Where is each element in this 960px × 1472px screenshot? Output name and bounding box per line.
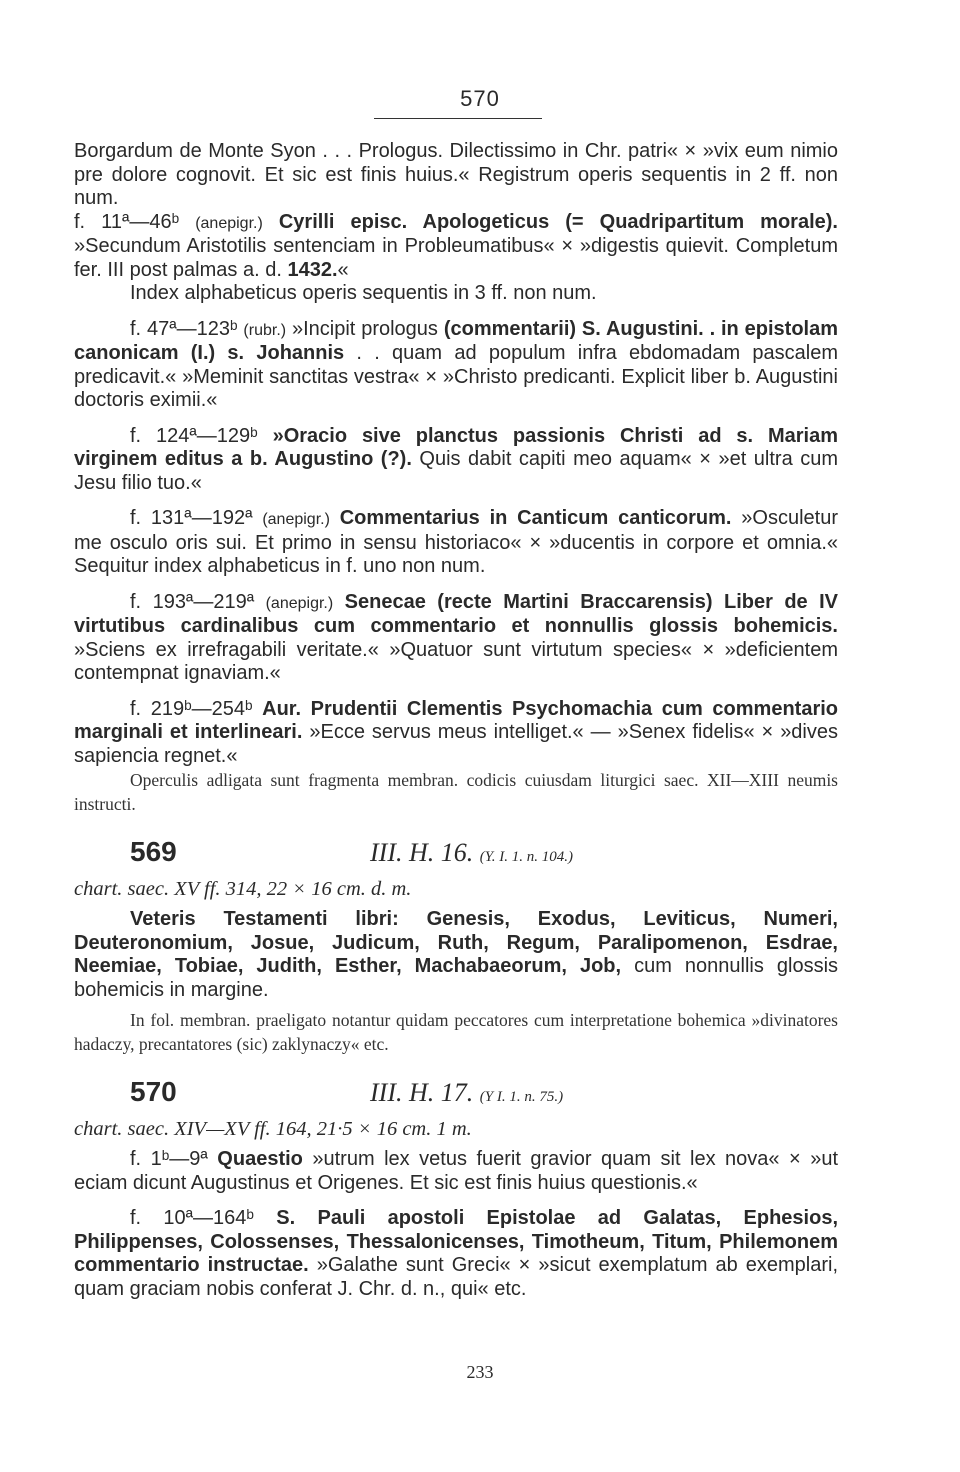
folio-ref: f. 47ª—123ᵇ [130,317,238,340]
entry-signature [370,838,573,868]
signature-text: III. H. 16. [370,838,474,867]
entry-signature [370,1078,563,1108]
item-text: »Ecce servus meus intelliget.« — »Senex fidelis« × »dives sapiencia regnet.« [74,721,839,767]
item-augustinus [74,318,838,413]
item-year: 1432. [287,258,338,281]
item-title: Quaestio [217,1148,303,1170]
item-text: »Secundum Aristotilis sentenciam in Probleumatibus« × »digestis quievit. Completum fer. III post palmas a. d. [74,235,838,281]
paragraph-continuation: Borgardum de Monte Syon . . . Prologus. Dilectissimo in Chr. patri« × »vix eum nimio pre dolore cognovit. Et sic est finis huius.« Registrum operis sequentis in 2 ff. non num. [74,140,838,209]
entry-569-note: In fol. membran. praeligato notantur quidam peccatores cum interpretatione bohemica »divinatores hadaczy, precantatores (sic) zaklynaczy« etc. [74,1010,838,1054]
item-text: »utrum lex vetus fuerit gravior quam sit lex nova« × »ut eciam dicunt Augustinus et Origenes. Et sic est finis huius questionis.« [74,1148,839,1194]
rubric-note: (anepigr.) [265,594,334,612]
index-note: Index alphabeticus operis sequentis in 3 ff. non num. [130,282,597,304]
binding-note: Operculis adligata sunt fragmenta membran. codicis cuiusdam liturgici saec. XII—XIII neumis instructi. [74,770,838,814]
signature-text: III. H. 17. [370,1078,474,1107]
old-signature: (Y. I. 1. n. 104.) [479,849,573,865]
item-text-2: . . quam ad populum infra ebdomadam pascalem predicavit.« »Meminit sanctitas vestra« × »Christo predicanti. Explicit liber b. Augustini doctoris eximii.« [74,342,839,411]
footer-page-number: 233 [466,1362,494,1382]
old-signature: (Y I. 1. n. 75.) [479,1089,564,1105]
entry-569-content [74,908,838,1002]
item-title: S. Pauli apostoli Epistolae ad Galatas, Ephesios, Philippenses, Colossenses, Thessalonicenses, Timotheum, Titum, Philemonem commentario instructae. [74,1207,838,1276]
entry-number: 570 [130,1076,177,1107]
folio-ref: f. 10ª—164ᵇ [130,1207,254,1229]
item-title: Aur. Prudentii Clementis Psychomachia cum commentario marginali et interlineari. [74,697,838,743]
entry-570-header [74,1076,838,1116]
item-title: (commentarii) S. Augustini. . in epistolam canonicam (I.) s. Johannis [74,317,838,364]
entry-description: chart. saec. XV ff. 314, 22 × 16 cm. d. m. [74,878,412,900]
item-title: Cyrilli episc. Apologeticus (= Quadripartitum morale). [278,210,838,233]
folio-ref: f. 1ᵇ—9ª [130,1148,208,1170]
content-title: Veteris Testamenti libri: Genesis, Exodus, Leviticus, Numeri, Deuteronomium, Josue, Judicum, Ruth, Regum, Paralipomenon, Esdrae, Neemiae, Tobiae, Judith, Esther, Machabaeorum, Job, [74,908,838,977]
rubric-note: (rubr.) [243,321,287,339]
entry-569-header [74,836,838,876]
folio-ref: f. 193ª—219ª [130,590,255,613]
item-senecae [74,591,838,686]
content-text: cum nonnullis glossis bohemicis in margine. [74,955,839,1001]
page-body [74,140,838,1301]
entry-description: chart. saec. XIV—XV ff. 164, 21·5 × 16 cm. 1 m. [74,1118,472,1140]
item-title: Commentarius in Canticum canticorum. [339,507,732,529]
item-quaestio [74,1148,838,1195]
item-pauli [74,1207,838,1301]
item-text: »Osculetur me osculo oris sui. Et primo in sensu historiaco« × »ducentis in corpore et omnia.« Sequitur index alphabeticus in f. uno non num. [74,507,839,577]
folio-ref: f. 124ª—129ᵇ [130,424,258,447]
item-commentarius [74,507,838,579]
item-text: »Incipit prologus [291,317,438,340]
header-rule [374,118,542,119]
item-prudentii [74,698,838,769]
folio-ref: f. 131ª—192ª [130,507,253,529]
folio-ref: f. 219ᵇ—254ᵇ [130,697,253,720]
item-text: »Galathe sunt Greci« × »sicut exemplatum ab exemplari, quam graciam nobis conferat J. Chr. d. n., qui« etc. [74,1254,839,1300]
entry-number: 569 [130,836,177,867]
item-title: Senecae (recte Martini Braccarensis) Liber de IV virtutibus cardinalibus cum commentario et nonnullis glossis bohemicis. [74,590,839,637]
item-cyrilli [74,211,838,283]
item-text: Quis dabit capiti meo aquam« × »et ultra cum Jesu filio tuo.« [74,448,838,494]
folio-ref: f. 11ª—46ᵇ [74,210,180,233]
page-number-header: 570 [460,86,500,111]
item-end: « [337,258,349,281]
rubric-note: (anepigr.) [262,511,330,528]
item-text: »Sciens ex irrefragabili veritate.« »Quatuor sunt virtutum species« × »deficientem contempnat ignaviam.« [74,638,838,684]
item-oracio [74,425,838,496]
item-title: »Oracio sive planctus passionis Christi ad s. Mariam virginem editus a b. Augustino (?). [74,424,839,470]
rubric-note: (anepigr.) [195,214,263,232]
